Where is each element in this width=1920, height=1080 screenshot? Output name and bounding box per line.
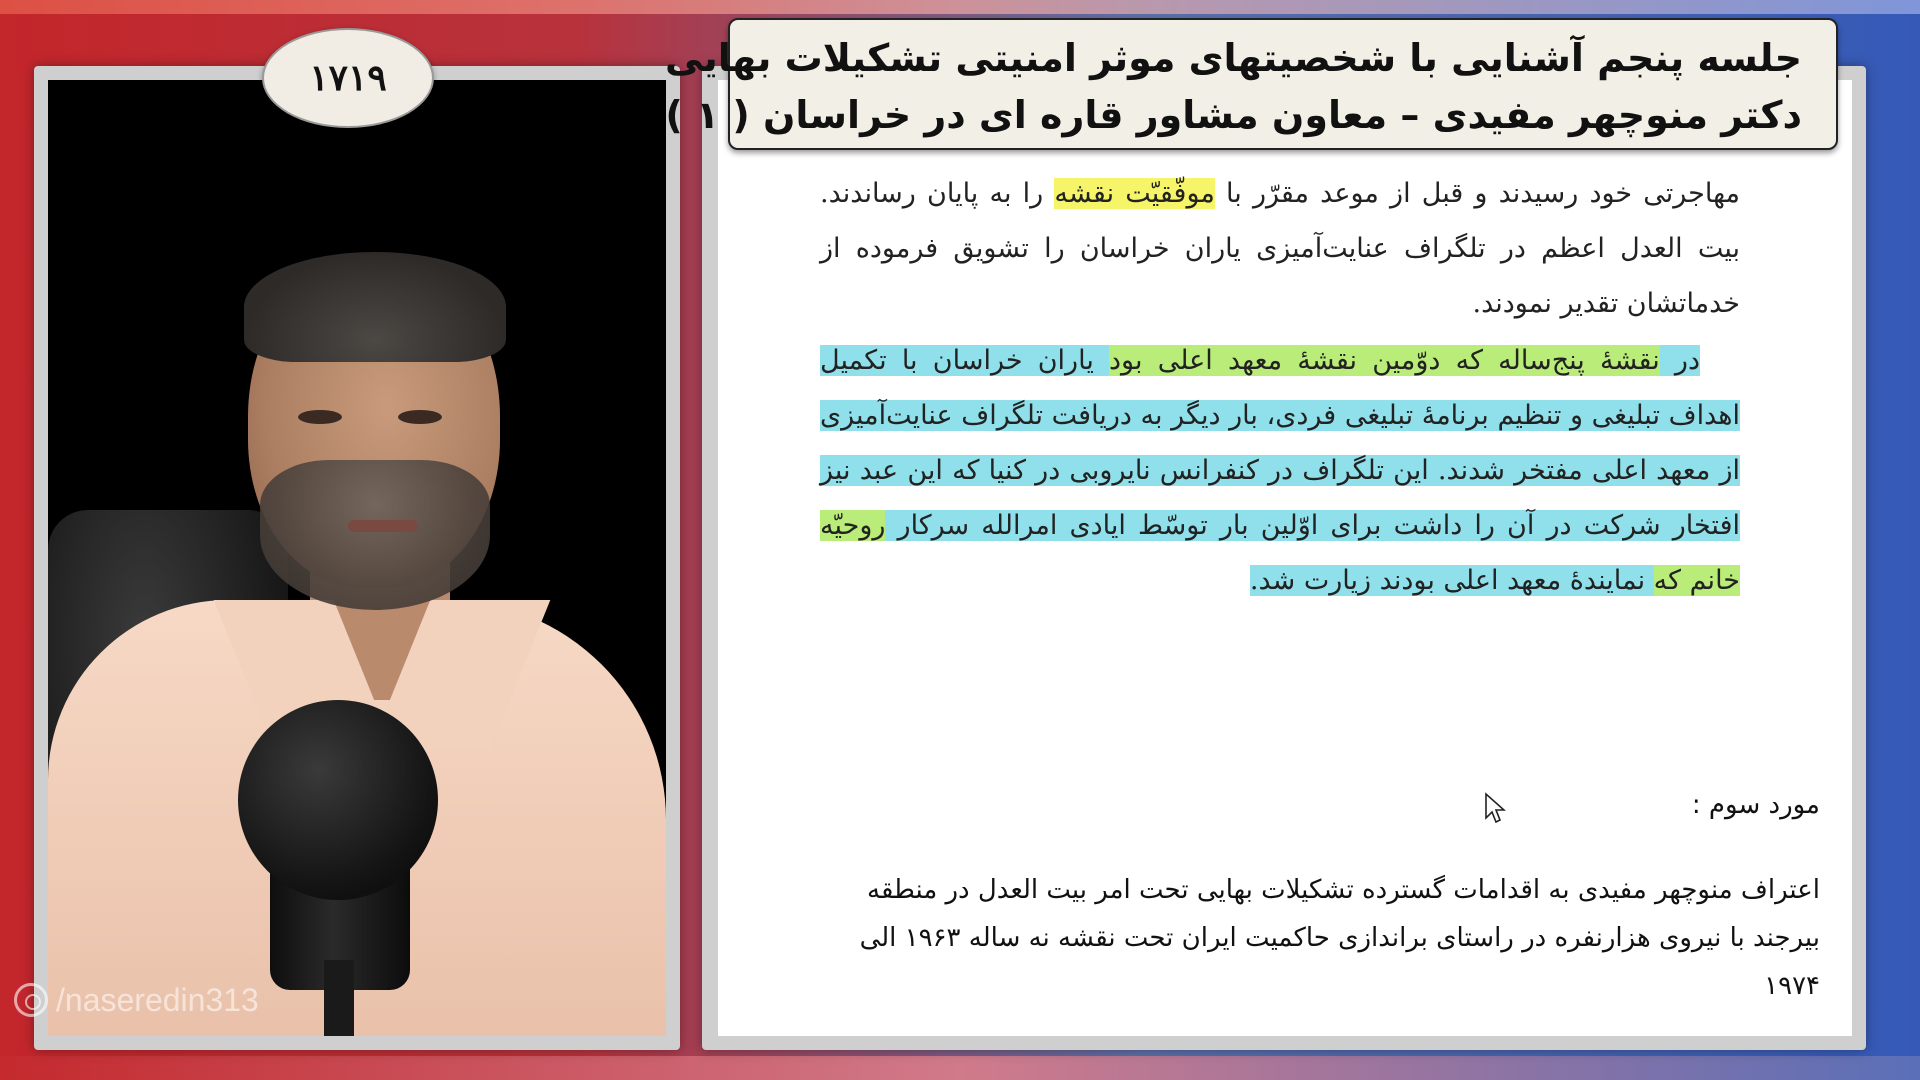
para2-blue-1: در xyxy=(1659,345,1700,376)
para2-blue-2: یاران خراسان با تکمیل اهداف تبلیغی و تنظیم برنامهٔ تبلیغی فردی، بار دیگر به دریافت تلگراف عنایت‌آمیزی از معهد اعلی مفتخر شدند. این تلگراف در کنفرانس نایروبی در کنیا که این عبد نیز افتخار شرکت در آن را داشت برای اوّلین بار توسّط ایادی امرالله سرکار xyxy=(820,345,1740,541)
section-line-3: ۱۹۷۴ xyxy=(1764,971,1820,1001)
watermark-handle: /naseredin313 xyxy=(56,981,259,1018)
section-line-1: اعتراف منوچهر مفیدی به اقدامات گسترده تشکیلات بهایی تحت امر بیت العدل در منطقه xyxy=(867,875,1820,905)
document-paragraph-1 xyxy=(820,166,1740,331)
para1-pre: مهاجرتی خود رسیدند و قبل از موعد مقرّر با xyxy=(1214,178,1741,209)
microphone-stand xyxy=(324,960,354,1036)
section-body xyxy=(760,866,1820,1010)
speaker-mouth xyxy=(348,520,418,532)
section-label: مورد سوم : xyxy=(1691,790,1820,820)
speaker-hair xyxy=(244,252,506,362)
speaker-eye-right xyxy=(398,410,442,424)
speaker-video-panel xyxy=(34,66,680,1050)
episode-number-badge xyxy=(262,28,434,128)
microphone-icon xyxy=(238,700,438,900)
speaker-video xyxy=(48,80,666,1036)
para1-highlight: موفّقیّت نقشه xyxy=(1054,178,1215,209)
top-frame-glow xyxy=(0,0,1920,14)
channel-watermark xyxy=(14,980,259,1020)
speaker-beard xyxy=(260,460,490,610)
bottom-frame-glow xyxy=(0,1056,1920,1080)
film-reel-icon xyxy=(14,983,48,1017)
para2-blue-3: نمایندهٔ معهد اعلی بودند زیارت شد. xyxy=(1249,565,1654,596)
title-line-2: دکتر منوچهر مفیدی – معاون مشاور قاره ای در خراسان ( ۱ ) xyxy=(665,93,1802,137)
para2-green-2: روحیّه خانم که xyxy=(820,510,1740,596)
speaker-eye-left xyxy=(298,410,342,424)
title-line-1: جلسه پنجم آشنایی با شخصیتهای موثر امنیتی تشکیلات بهایی xyxy=(665,36,1802,80)
section-line-2: بیرجند با نیروی هزارنفره در راستای براندازی حاکمیت ایران تحت نقشه نه ساله ۱۹۶۳ الی xyxy=(859,923,1820,953)
document-paragraph-2 xyxy=(820,333,1740,608)
scanned-document-text xyxy=(820,166,1740,608)
session-title-box xyxy=(665,18,1838,150)
para1-post: را به پایان رساندند. بیت العدل اعظم در تلگراف عنایت‌آمیزی یاران خراسان را تشویق فرموده از خدماتشان تقدیر نمودند. xyxy=(820,178,1740,319)
para2-green-1: نقشهٔ پنج‌ساله که دوّمین نقشهٔ معهد اعلی بود xyxy=(1109,345,1660,376)
episode-number: ۱۷۱۹ xyxy=(309,57,387,99)
